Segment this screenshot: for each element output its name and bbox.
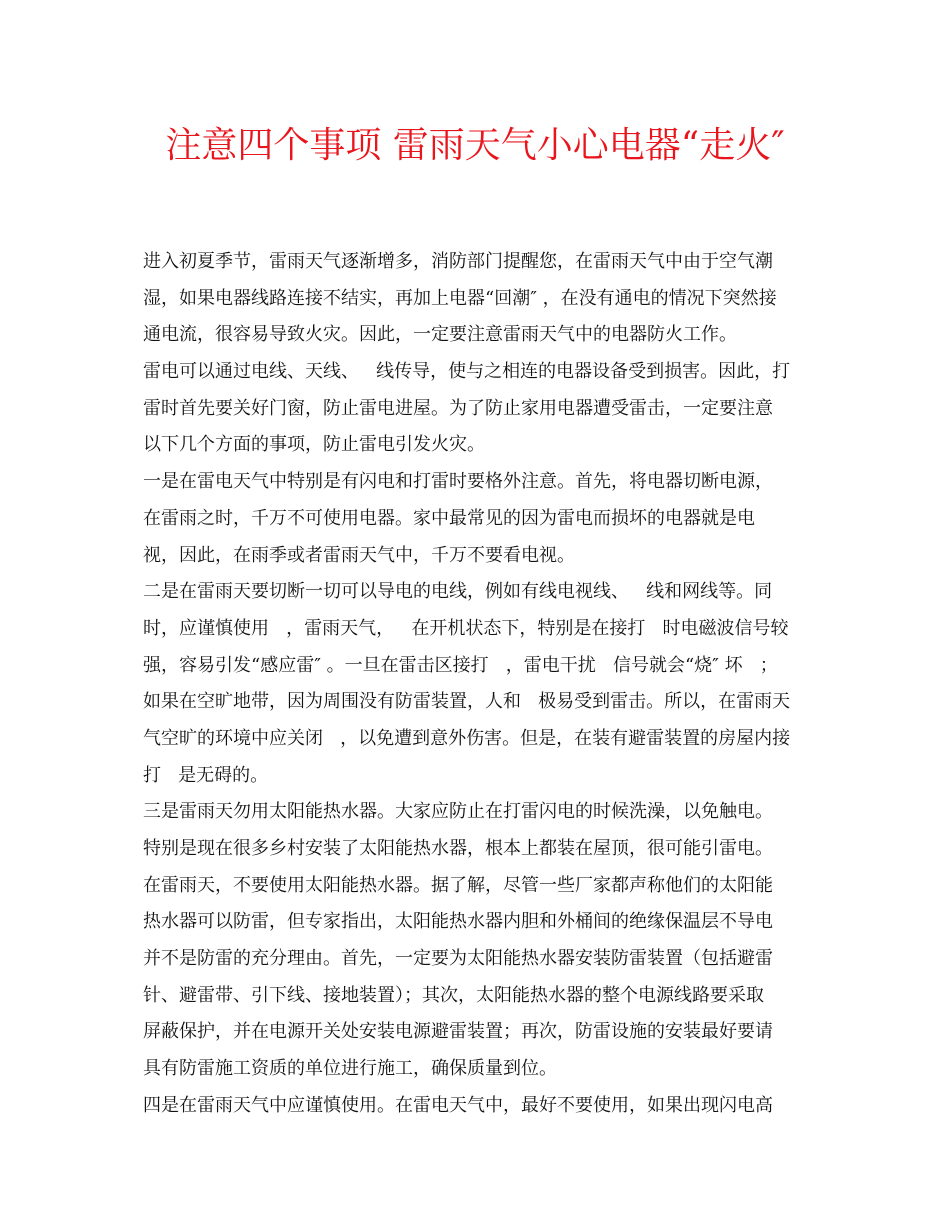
body-line: 进入初夏季节，雷雨天气逐渐增多，消防部门提醒您，在雷雨天气中由于空气潮	[143, 251, 773, 272]
body-line: 一是在雷电天气中特别是有闪电和打雷时要格外注意。首先，将电器切断电源，	[143, 471, 773, 493]
body-line: 热水器可以防雷，但专家指出，太阳能热水器内胆和外桶间的绝缘保温层不导电	[143, 911, 773, 933]
body-line: 二是在雷雨天要切断一切可以导电的电线，例如有线电视线、 线和网线等。同	[143, 581, 773, 603]
body-line: 具有防雷施工资质的单位进行施工，确保质量到位。	[143, 1058, 557, 1080]
body-line: 在雷雨天，不要使用太阳能热水器。据了解，尽管一些厂家都声称他们的太阳能	[143, 874, 773, 896]
body-line: 四是在雷雨天气中应谨慎使用。在雷电天气中，最好不要使用，如果出现闪电高	[143, 1094, 773, 1116]
body-line: 强，容易引发“感应雷″ 。一旦在雷击区接打 ，雷电干扰 信号就会“烧″ 坏 ；	[143, 654, 778, 676]
body-line: 特别是现在很多乡村安装了太阳能热水器，根本上都装在屋顶，很可能引雷电。	[143, 838, 773, 859]
body-line: 屏蔽保护，并在电源开关处安装电源避雷装置；再次，防雷设施的安装最好要请	[143, 1021, 773, 1043]
body-line: 以下几个方面的事项，防止雷电引发火灾。	[143, 434, 485, 456]
body-line: 通电流，很容易导致火灾。因此，一定要注意雷雨天气中的电器防火工作。	[143, 324, 737, 346]
document-body	[143, 244, 815, 1125]
body-line: 气空旷的环境中应关闭 ，以免遭到意外伤害。但是，在装有避雷装置的房屋内接	[143, 727, 791, 749]
body-line: 视，因此，在雨季或者雷雨天气中，千万不要看电视。	[143, 544, 575, 566]
body-line: 在雷雨之时，千万不可使用电器。家中最常见的因为雷电而损坏的电器就是电	[143, 507, 755, 529]
body-line: 雷电可以通过电线、天线、 线传导，使与之相连的电器设备受到损害。因此，打	[143, 361, 791, 383]
body-line: 打 是无碍的。	[143, 764, 269, 786]
document-title: 注意四个事项 雷雨天气小心电器“走火″	[165, 125, 785, 166]
body-line: 针、避雷带、引下线、接地装置）；其次，太阳能热水器的整个电源线路要采取	[143, 984, 764, 1006]
body-line: 如果在空旷地带，因为周围没有防雷装置，人和 极易受到雷击。所以，在雷雨天	[143, 691, 791, 713]
body-line: 时，应谨慎使用 ，雷雨天气， 在开机状态下，特别是在接打 时电磁波信号较	[143, 617, 789, 639]
body-line: 并不是防雷的充分理由。首先，一定要为太阳能热水器安装防雷装置（包括避雷	[143, 948, 773, 970]
body-line: 湿，如果电器线路连接不结实，再加上电器“回潮″ ，在没有通电的情况下突然接	[143, 287, 777, 309]
body-line: 三是雷雨天勿用太阳能热水器。大家应防止在打雷闪电的时候洗澡，以免触电。	[143, 801, 773, 823]
body-line: 雷时首先要关好门窗，防止雷电进屋。为了防止家用电器遭受雷击，一定要注意	[143, 397, 773, 419]
